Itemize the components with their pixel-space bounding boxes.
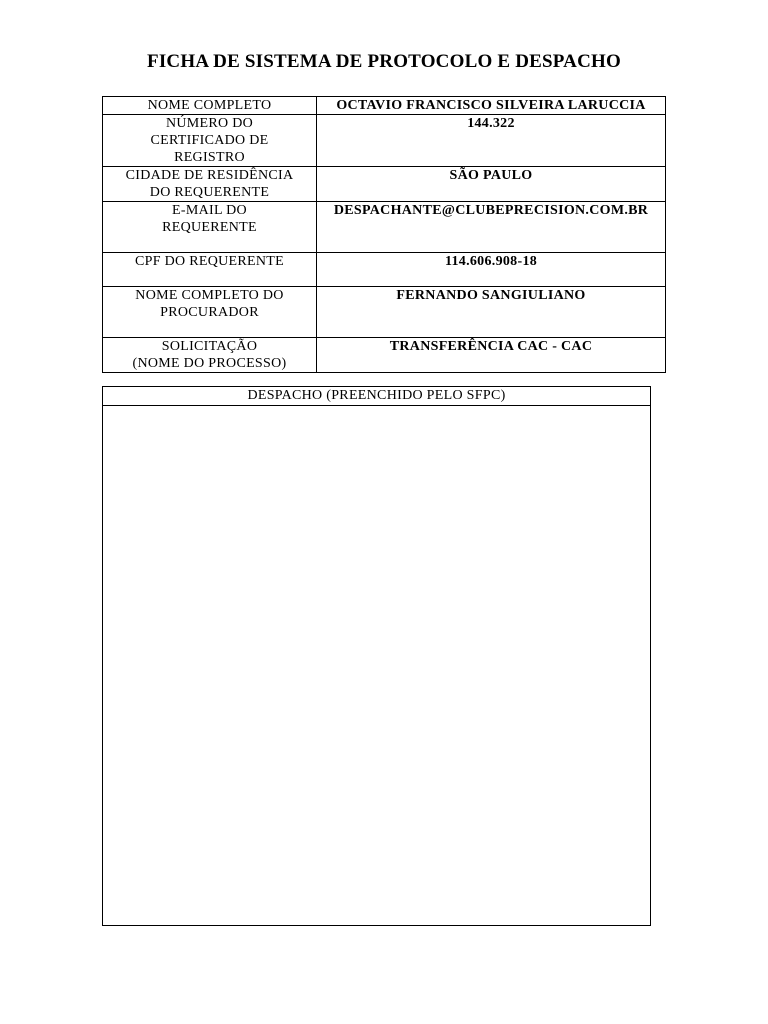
row-value-email: DESPACHANTE@CLUBEPRECISION.COM.BR bbox=[317, 202, 666, 253]
label-line: NOME COMPLETO bbox=[147, 98, 272, 113]
despacho-box bbox=[102, 386, 651, 926]
row-label bbox=[103, 287, 317, 338]
row-label bbox=[103, 167, 317, 202]
page-title: FICHA DE SISTEMA DE PROTOCOLO E DESPACHO bbox=[147, 51, 621, 72]
row-label bbox=[103, 115, 317, 167]
label-line: DO REQUERENTE bbox=[149, 185, 270, 200]
table-row bbox=[103, 287, 666, 338]
label-line: CERTIFICADO DE bbox=[150, 133, 269, 148]
row-value-cpf: 114.606.908-18 bbox=[317, 253, 666, 287]
label-line: NOME COMPLETO DO bbox=[135, 288, 284, 303]
table-row bbox=[103, 338, 666, 373]
row-value-nome-completo: OCTAVIO FRANCISCO SILVEIRA LARUCCIA bbox=[317, 97, 666, 115]
table-row bbox=[103, 253, 666, 287]
despacho-header: DESPACHO (PREENCHIDO PELO SFPC) bbox=[103, 387, 650, 406]
row-value-certificado: 144.322 bbox=[317, 115, 666, 167]
info-table bbox=[102, 96, 666, 373]
label-line: REGISTRO bbox=[174, 150, 245, 165]
row-label bbox=[103, 338, 317, 373]
row-value-procurador: FERNANDO SANGIULIANO bbox=[317, 287, 666, 338]
label-line: CIDADE DE RESIDÊNCIA bbox=[125, 168, 294, 183]
label-line: REQUERENTE bbox=[162, 220, 257, 235]
table-row bbox=[103, 97, 666, 115]
label-line: (NOME DO PROCESSO) bbox=[132, 356, 287, 371]
despacho-body bbox=[103, 406, 650, 925]
label-line: NÚMERO DO bbox=[165, 116, 254, 131]
label-line: CPF DO REQUERENTE bbox=[135, 254, 284, 269]
row-value-solicitacao: TRANSFERÊNCIA CAC - CAC bbox=[317, 338, 666, 373]
table-row bbox=[103, 167, 666, 202]
row-value-cidade: SÃO PAULO bbox=[317, 167, 666, 202]
row-label bbox=[103, 97, 317, 115]
table-row bbox=[103, 115, 666, 167]
label-line: SOLICITAÇÃO bbox=[161, 339, 258, 354]
label-line: PROCURADOR bbox=[160, 305, 259, 320]
row-label bbox=[103, 253, 317, 287]
label-line: E-MAIL DO bbox=[172, 203, 247, 218]
row-label bbox=[103, 202, 317, 253]
table-row bbox=[103, 202, 666, 253]
